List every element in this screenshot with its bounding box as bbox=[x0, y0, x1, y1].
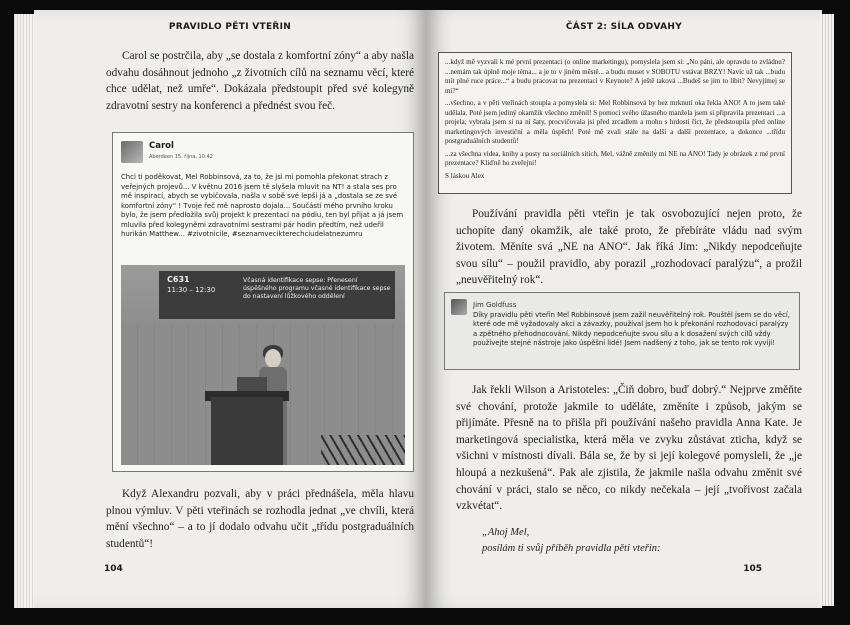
speaker-head bbox=[265, 349, 281, 368]
screen-room: C631 bbox=[167, 275, 190, 284]
right-page bbox=[426, 10, 822, 608]
left-page bbox=[34, 10, 426, 608]
avatar bbox=[121, 141, 143, 163]
screen-title: Včasná identifikace sepse: Přenesení úspěšného programu včasné identifikace sepse do nastavení lůžkového oddělení bbox=[243, 277, 391, 300]
post-author: Carol bbox=[149, 141, 174, 151]
letter-paragraph: ...všechno, a v pěti vteřinách stoupla a pomyslela si: Mel Robbinsová by bez mrknutí oka řekla ANO! A to jsem také udělala. Poté jsem jediný okamžik všechno změnil! S pomocí svého úžasného manžela jsem si připravila prezentaci ...a projela, vybrala jsem si na ní šaty, procvičovala jsi před zrcadlem a mohu s hrdostí říct, že předstoupila před online marketingových investiční a měla úspěch! Poté mě zvali stále na další a další prezentace, a dokonce ...třídu postgraduálních studentů! bbox=[445, 99, 785, 146]
comment-author: Jim Goldfuss bbox=[473, 301, 517, 309]
paragraph: Když Alexandru pozvali, aby v práci přednášela, měla hlavu plnou výmluv. V pěti vteřinách se rozhodla jednat „ve chvíli, která mění všechno“ – a to jí dodalo odvahu učit „třídu postgraduálních studentů“! bbox=[106, 488, 414, 550]
letter-intro: posílám ti svůj příběh pravidla pěti vteřin: bbox=[482, 543, 661, 554]
letter-signature: S láskou Alex bbox=[445, 172, 485, 181]
running-head: PRAVIDLO PĚTI VTEŘIN bbox=[168, 22, 292, 32]
open-book bbox=[14, 10, 834, 610]
page-edges-right bbox=[820, 14, 834, 606]
quoted-letter-box bbox=[438, 52, 792, 194]
running-head: ČÁST 2: SÍLA ODVAHY bbox=[565, 22, 683, 32]
social-post-card bbox=[112, 132, 414, 472]
post-text: Chci ti poděkovat, Mel Robbinsová, za to, že jsi mi pomohla překonat strach z veřejných projevů... V květnu 2016 jsem tě slyšela mluvit na NT! a stala ses pro mě inspirací, abych se vybičovala, našla v sobě své lepší já a „dostala se ze své komfortní zóny“ ! Tvoje řeč mě naprosto dojala... Součástí mého prvního kroku bylo, že jsem předložila svůj projekt k prezentaci na pódiu, ten byl přijat a já jsem mluvila před kolegyněmi zdravotními sestrami pár hodin předtím, než udeřil hurikán Matthew... #zivotnicile, #seznamvecikterechciudelatnezumru bbox=[121, 173, 404, 238]
social-comment-card bbox=[444, 292, 800, 370]
letter-paragraph: ...když mě vyzvali k mé první prezentaci (o online marketingu), pomyslela jsem si: „No páni, ale opravdu to zvládnu? ...nemám tak úplně moje téma... a je to v jiném městě... a budu muset v SOBOTU vstávat BRZY! Navíc už tak ...budu mít plné ruce práce...“ a budu pracovat na prezentaci v Keynote? A ještě taková ...Budeš se jim to líbit? Nevyjímej se mi?“ bbox=[445, 58, 785, 95]
paragraph: Carol se postrčila, aby „se dostala z komfortní zóny“ a aby našla odvahu dosáhnout jednoho „z životních cílů na seznamu věcí, které chce udělat, než umře“. Dokázala předstoupit před své kolegyně zdravotní sestry na konferenci a přednést svou řeč. bbox=[106, 50, 414, 112]
screen-time: 11:30 – 12:30 bbox=[167, 286, 216, 294]
chairs bbox=[321, 435, 405, 465]
room-screen bbox=[159, 271, 395, 319]
paragraph: Používání pravidla pěti vteřin je tak osvobozující nejen proto, že uchopíte daný okamžik, ale také proto, že přebíráte vládu nad svým životem. Měníte svá „NE na ANO“. Jak říká Jim: „Nikdy nepodceňujte svou sílu“ – použil pravidlo, aby porazil „rozhodovací paralýzu“, a prožil „neuvěřitelný rok“. bbox=[456, 208, 802, 287]
page-edges-left bbox=[14, 14, 36, 608]
letter-paragraph: ...za všechna videa, knihy a posty na sociálních sítích, Mel, vážně změnily mi NE na ANO! Tady je obrázek z mé první prezentace? Kliďně ho zveřejni! bbox=[445, 149, 785, 168]
page-number: 104 bbox=[104, 564, 123, 574]
quoted-letter bbox=[445, 58, 785, 182]
post-photo bbox=[121, 265, 405, 465]
letter-greeting: „Ahoj Mel, bbox=[482, 527, 530, 538]
page-number: 105 bbox=[743, 564, 762, 574]
comment-text: Díky pravidlu pěti vteřin Mel Robbinsové jsem zažil neuvěřitelný rok. Pouštěl jsem se do věcí, které ode mě vyžadovaly akci a závazky, používal jsem ho k překonání rozhodovací paralýzy a zpětného přehodnocování. Nikdy nepodceňujte svou sílu a k dosažení svých cílů vždy používejte stejné nástroje jako úspěšní lidé! Jsem nadšený z toho, jak se tento rok vyvíjí! bbox=[473, 311, 790, 348]
paragraph: Jak řekli Wilson a Aristoteles: „Čiň dobro, buď dobrý.“ Nejprve změňte své chování, protože jakmile to uděláte, změníte i způsob, jakým se přijímáte. Přesně na to přišla při používání našeho pravidla Anna Kate. Je marketingová specialistka, která měla ve zvyku zůstávat zticha, když se všichni v místnosti dívali. Bála se, že by si její kolegové pomysleli, že „je hloupá a nezkušená“. Pak ale zjistila, že jakmile našla odvahu změnit své chování v práci, stalo se něco, co nikdy nečekala – její „tvořivost začala vzkvétat“. bbox=[456, 384, 802, 513]
lectern bbox=[211, 397, 283, 465]
avatar bbox=[451, 299, 467, 315]
post-meta: Aberdeen 15. října, 10:42 bbox=[149, 154, 213, 160]
